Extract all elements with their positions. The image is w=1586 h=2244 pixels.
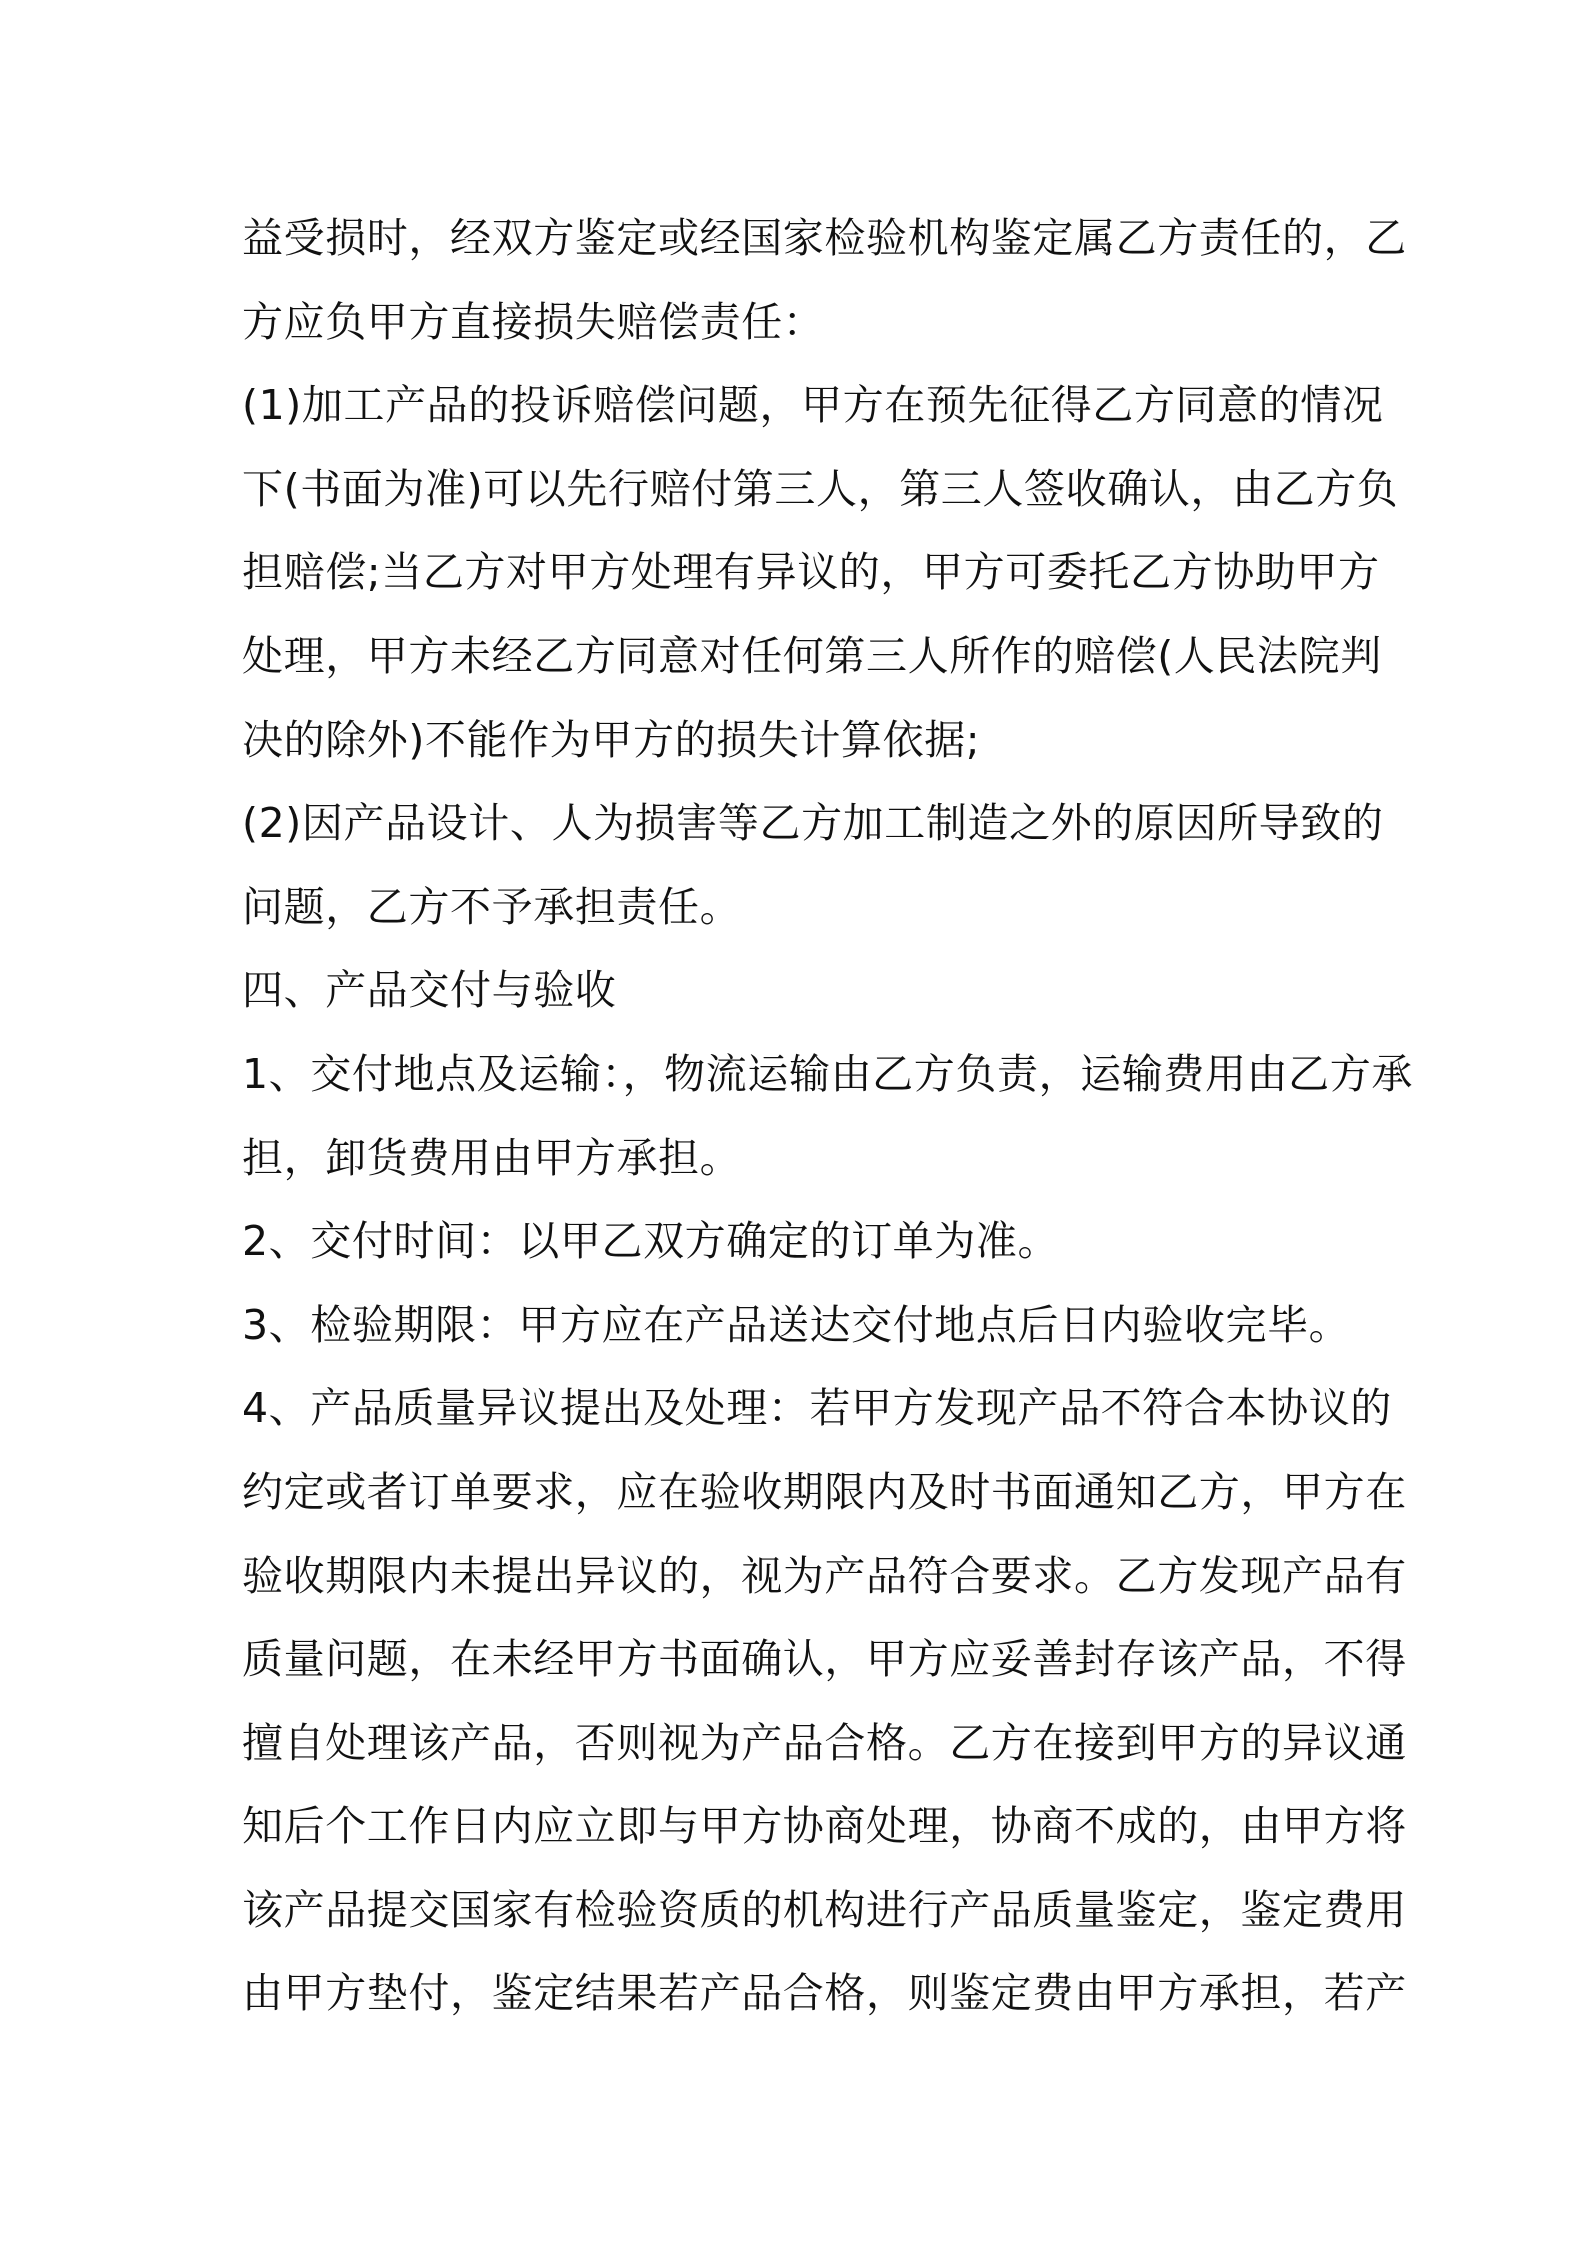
text-line: 4、产品质量异议提出及处理：若甲方发现产品不符合本协议的 bbox=[242, 1384, 1392, 1433]
text-line: 1、交付地点及运输：，物流运输由乙方负责，运输费用由乙方承 bbox=[242, 1049, 1413, 1098]
contract-body-text bbox=[242, 197, 1413, 2036]
text-line: 益受损时，经双方鉴定或经国家检验机构鉴定属乙方责任的，乙 bbox=[242, 214, 1407, 262]
text-line: 下(书面为准)可以先行赔付第三人，第三人签收确认，由乙方负 bbox=[242, 464, 1399, 513]
text-line: 约定或者订单要求，应在验收期限内及时书面通知乙方，甲方在 bbox=[242, 1467, 1407, 1516]
text-line: 方应负甲方直接损失赔偿责任： bbox=[242, 297, 825, 346]
text-line: 决的除外)不能作为甲方的损失计算依据; bbox=[242, 715, 981, 764]
text-line: (1)加工产品的投诉赔偿问题，甲方在预先征得乙方同意的情况 bbox=[242, 381, 1384, 430]
section-heading: 四、产品交付与验收 bbox=[242, 966, 617, 1015]
text-line: 3、检验期限：甲方应在产品送达交付地点后日内验收完毕。 bbox=[242, 1300, 1351, 1349]
text-line: 2、交付时间：以甲乙双方确定的订单为准。 bbox=[242, 1217, 1060, 1266]
text-line: 由甲方垫付，鉴定结果若产品合格，则鉴定费由甲方承担，若产 bbox=[242, 1969, 1407, 2018]
text-line: 质量问题，在未经甲方书面确认，甲方应妥善封存该产品，不得 bbox=[242, 1635, 1407, 1684]
text-line: 问题，乙方不予承担责任。 bbox=[242, 882, 742, 931]
text-line: (2)因产品设计、人为损害等乙方加工制造之外的原因所导致的 bbox=[242, 799, 1384, 848]
text-line: 担赔偿;当乙方对甲方处理有异议的，甲方可委托乙方协助甲方 bbox=[242, 548, 1380, 597]
text-line: 担，卸货费用由甲方承担。 bbox=[242, 1133, 742, 1182]
text-line: 擅自处理该产品，否则视为产品合格。乙方在接到甲方的异议通 bbox=[242, 1718, 1407, 1767]
text-line: 知后个工作日内应立即与甲方协商处理，协商不成的，由甲方将 bbox=[242, 1802, 1407, 1851]
text-line: 验收期限内未提出异议的，视为产品符合要求。乙方发现产品有 bbox=[242, 1551, 1407, 1600]
text-line: 该产品提交国家有检验资质的机构进行产品质量鉴定，鉴定费用 bbox=[242, 1885, 1407, 1934]
text-line: 处理，甲方未经乙方同意对任何第三人所作的赔偿(人民法院判 bbox=[242, 631, 1382, 680]
